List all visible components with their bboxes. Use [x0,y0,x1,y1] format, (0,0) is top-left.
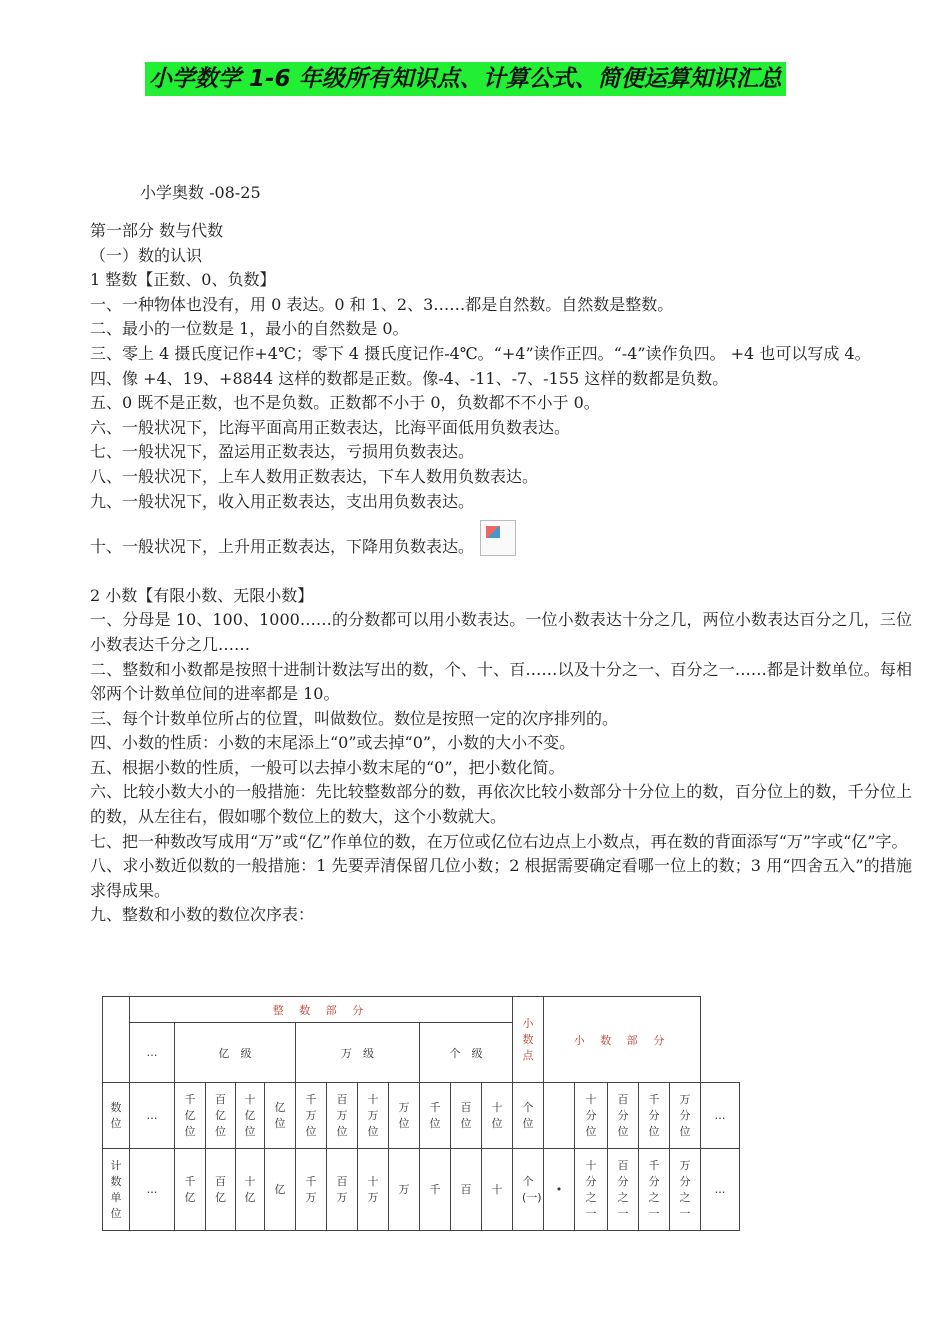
paragraph-line: 2 小数【有限小数、无限小数】 [90,585,314,605]
decimal-part-header: 小 数 部 分 [544,997,701,1083]
place-position-cell: … [130,1083,175,1149]
place-value-table [102,996,740,1231]
paragraph-line: 九、整数和小数的数位次序表： [90,905,315,925]
paragraph-line [90,520,912,560]
counting-unit-cell: 十 [482,1149,513,1231]
decimals-section [90,584,912,928]
paragraph-line: 九、一般状况下，收入用正数表达，支出用负数表达。 [90,491,475,511]
place-position-cell: 个位 [513,1083,544,1149]
source-date-line: 小学奥数 -08-25 [140,183,261,202]
integer-part-header: 整 数 部 分 [130,997,513,1023]
integers-section [90,219,912,514]
place-position-cell: 千位 [420,1083,451,1149]
paragraph-line: 四、像 +4、19、+8844 这样的数都是正数。像-4、-11、-7、-155 这样的数都是负数。 [90,368,729,388]
counting-unit-cell: 十万 [358,1149,389,1231]
place-position-cell: 千分位 [639,1083,670,1149]
place-position-cell: … [701,1083,740,1149]
counting-unit-cell: 万分之一 [670,1149,701,1231]
paragraph-line: 四、小数的性质：小数的末尾添上“0”或去掉“0”，小数的大小不变。 [90,733,576,753]
place-position-cell: 百万位 [327,1083,358,1149]
paragraph-line: 八、求小数近似数的一般措施：1 先要弄清保留几位小数；2 根据需要确定看哪一位上的数；3 用“四舍五入”的措施求得成果。 [90,856,912,900]
row-label: 数位 [103,1083,130,1149]
counting-unit-cell: 万 [389,1149,420,1231]
group-header-cell: 个 级 [420,1023,513,1083]
counting-unit-cell: 十亿 [236,1149,265,1231]
paragraph-line-text: 十、一般状况下，上升用正数表达，下降用负数表达。 [90,537,475,557]
paragraph-line: 第一部分 数与代数 [90,221,224,240]
place-position-cell: 亿位 [265,1083,296,1149]
row-label: 计数单位 [103,1149,130,1231]
corner-cell [103,997,130,1083]
paragraph-line: （一）数的认识 [90,245,203,265]
place-position-cell [544,1083,575,1149]
counting-unit-cell: 十分之一 [575,1149,608,1231]
paragraph-line: 二、整数和小数都是按照十进制计数法写出的数，个、十、百……以及十分之一、百分之一……都是计数单位。每相邻两个计数单位间的进率都是 10。 [90,659,912,704]
place-position-cell: 万位 [389,1083,420,1149]
place-position-cell: 百分位 [608,1083,639,1149]
group-header-cell: 万 级 [296,1023,420,1083]
group-header-cell: … [130,1023,175,1083]
paragraph-line: 二、最小的一位数是 1，最小的自然数是 0。 [90,319,409,339]
counting-unit-cell: 百万 [327,1149,358,1231]
paragraph-line: 六、比较小数大小的一般措施：先比较整数部分的数，再依次比较小数部分十分位上的数，百分位上的数，千分位上的数，从左往右，假如哪个数位上的数大，这个小数就大。 [90,782,912,827]
counting-unit-cell: … [701,1149,740,1231]
paragraph-line: 五、0 既不是正数，也不是负数。正数都不小于 0，负数都不不小于 0。 [90,393,600,413]
counting-unit-cell: 亿 [265,1149,296,1231]
counting-unit-cell: 千亿 [175,1149,206,1231]
paragraph-line: 八、一般状况下，上车人数用正数表达，下车人数用负数表达。 [90,466,539,486]
counting-unit-cell: 百 [451,1149,482,1231]
place-position-cell: 百位 [451,1083,482,1149]
document-body [90,219,912,928]
paragraph-line: 三、零上 4 摄氏度记作+4℃；零下 4 摄氏度记作-4℃。“+4”读作正四。“-4”读作负四。 +4 也可以写成 4。 [90,343,871,363]
counting-unit-cell: 千万 [296,1149,327,1231]
decimal-point-header: 小数点 [513,997,544,1083]
paragraph-line: 七、一般状况下，盈运用正数表达，亏损用负数表达。 [90,442,475,462]
paragraph-line: 一、分母是 10、100、1000……的分数都可以用小数表达。一位小数表达十分之几，两位小数表达百分之几，三位小数表达千分之几…… [90,610,912,654]
counting-unit-cell: 个(一) [513,1149,544,1231]
paragraph-line: 一、一种物体也没有，用 0 表达。0 和 1、2、3……都是自然数。自然数是整数。 [90,294,674,314]
paragraph-line: 七、把一种数改写成用“万”或“亿”作单位的数，在万位或亿位右边点上小数点，再在数的背面添写“万”字或“亿”字。 [90,831,908,851]
place-position-cell: 千亿位 [175,1083,206,1149]
place-position-cell: 十亿位 [236,1083,265,1149]
counting-unit-cell: 千分之一 [639,1149,670,1231]
place-position-cell: 十位 [482,1083,513,1149]
place-position-cell: 百亿位 [206,1083,236,1149]
counting-unit-cell: • [544,1149,575,1231]
place-position-cell: 十万位 [358,1083,389,1149]
paragraph-line: 六、一般状况下，比海平面高用正数表达，比海平面低用负数表达。 [90,417,571,437]
counting-unit-cell: 百分之一 [608,1149,639,1231]
place-position-cell: 十分位 [575,1083,608,1149]
group-header-cell: 亿 级 [175,1023,296,1083]
counting-unit-cell: 百亿 [206,1149,236,1231]
place-position-cell: 千万位 [296,1083,327,1149]
counting-unit-cell: … [130,1149,175,1231]
paragraph-line: 1 整数【正数、0、负数】 [90,270,276,290]
broken-image-icon [480,520,516,556]
place-position-cell: 万分位 [670,1083,701,1149]
document-title: 小学数学 1-6 年级所有知识点、计算公式、简便运算知识汇总 [145,62,786,96]
counting-unit-cell: 千 [420,1149,451,1231]
paragraph-line: 三、每个计数单位所占的位置，叫做数位。数位是按照一定的次序排列的。 [90,708,619,728]
paragraph-line: 五、根据小数的性质，一般可以去掉小数末尾的“0”，把小数化简。 [90,757,565,777]
